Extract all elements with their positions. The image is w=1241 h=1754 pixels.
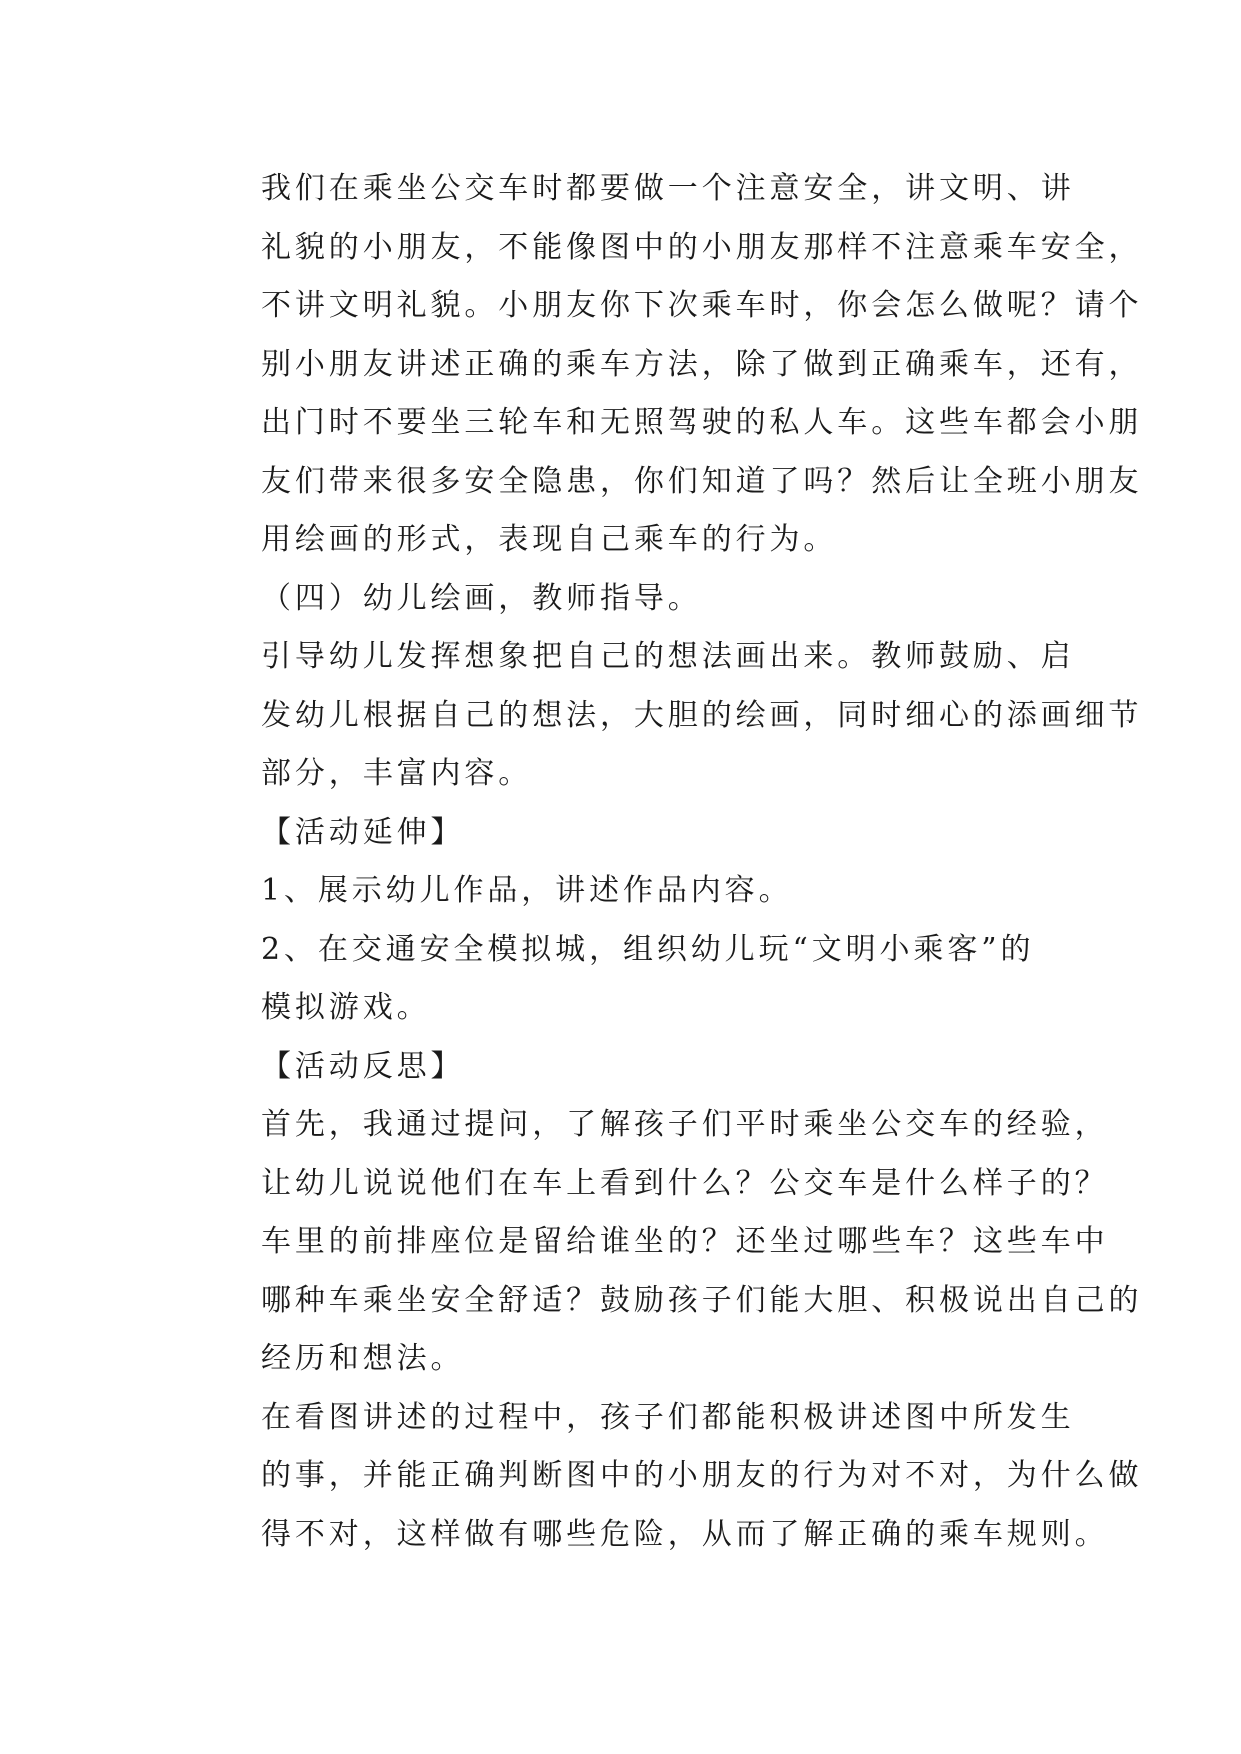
text-line: 别小朋友讲述正确的乘车方法，除了做到正确乘车，还有， — [261, 346, 1143, 382]
document-body — [193, 160, 1143, 1564]
text-line: 用绘画的形式，表现自己乘车的行为。 — [261, 522, 838, 557]
body-paragraph — [193, 862, 1057, 921]
body-paragraph — [193, 160, 1143, 570]
text-line: 【活动反思】 — [261, 1048, 465, 1084]
text-line: 部分，丰富内容。 — [261, 756, 533, 791]
section-heading — [193, 1038, 1057, 1097]
text-line: 礼貌的小朋友，不能像图中的小朋友那样不注意乘车安全， — [261, 229, 1143, 265]
text-line: 在看图讲述的过程中，孩子们都能积极讲述图中所发生 — [261, 1399, 1075, 1435]
body-paragraph — [193, 921, 1057, 1038]
text-line: 得不对，这样做有哪些危险，从而了解正确的乘车规则。 — [261, 1516, 1109, 1552]
text-line: 引导幼儿发挥想象把自己的想法画出来。教师鼓励、启 — [261, 639, 1075, 674]
text-line: 不讲文明礼貌。小朋友你下次乘车时，你会怎么做呢？请个 — [261, 288, 1143, 323]
text-line: 出门时不要坐三轮车和无照驾驶的私人车。这些车都会小朋 — [261, 405, 1143, 440]
body-paragraph — [193, 628, 1143, 804]
text-line: 发幼儿根据自己的想法，大胆的绘画，同时细心的添画细节 — [261, 697, 1143, 733]
text-line: 模拟游戏。 — [261, 990, 431, 1025]
text-line: 经历和想法。 — [261, 1341, 465, 1376]
text-line: 【活动延伸】 — [261, 814, 465, 850]
text-line: 2、在交通安全模拟城，组织幼儿玩“文明小乘客”的 — [261, 931, 1035, 967]
text-line: 的事，并能正确判断图中的小朋友的行为对不对，为什么做 — [261, 1458, 1143, 1493]
text-line: 1、展示幼儿作品，讲述作品内容。 — [261, 873, 793, 908]
text-line: 我们在乘坐公交车时都要做一个注意安全，讲文明、讲 — [261, 171, 1075, 206]
text-line: 哪种车乘坐安全舒适？鼓励孩子们能大胆、积极说出自己的 — [261, 1282, 1143, 1318]
text-line: 车里的前排座位是留给谁坐的？还坐过哪些车？这些车中 — [261, 1224, 1109, 1259]
text-line: 友们带来很多安全隐患，你们知道了吗？然后让全班小朋友 — [261, 463, 1143, 499]
text-line: 首先，我通过提问，了解孩子们平时乘坐公交车的经验， — [261, 1107, 1109, 1142]
text-line: 让幼儿说说他们在车上看到什么？公交车是什么样子的？ — [261, 1165, 1109, 1201]
section-heading — [193, 804, 1057, 863]
text-line: （四）幼儿绘画，教师指导。 — [261, 580, 702, 616]
section-heading — [193, 570, 1057, 629]
body-paragraph — [193, 1389, 1143, 1565]
body-paragraph — [193, 1096, 1143, 1389]
